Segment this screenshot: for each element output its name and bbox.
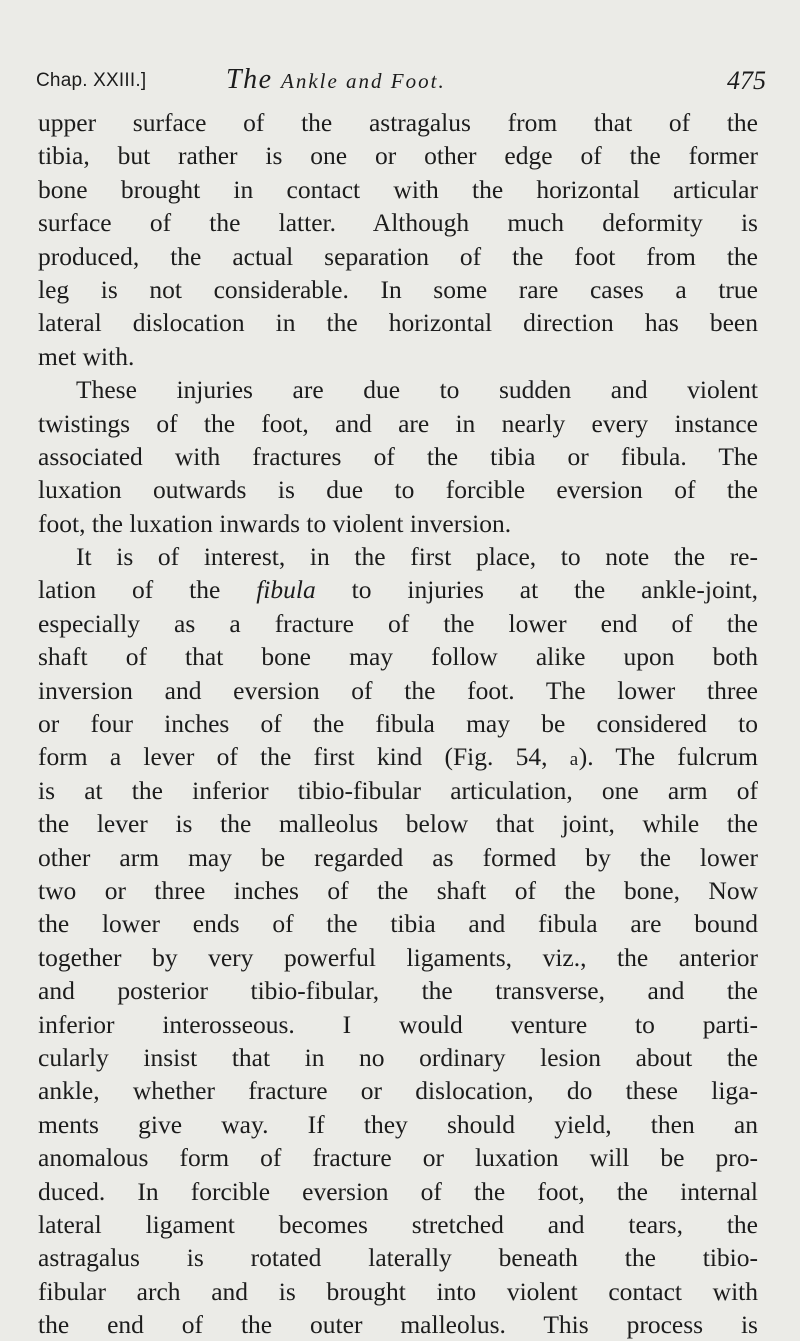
text-line: lateral ligament becomes stretched and tears, the — [38, 1209, 758, 1239]
text-line: produced, the actual separation of the foot from the — [38, 241, 758, 271]
text-line: foot, the luxation inwards to violent inversion. — [38, 508, 512, 538]
text-line: met with. — [38, 341, 135, 371]
page-number: 475 — [727, 66, 766, 95]
text-line: inferior interosseous. I would venture to parti- — [38, 1009, 758, 1039]
body-text — [38, 106, 758, 1341]
text-line: inversion and eversion of the foot. The lower three — [38, 675, 758, 705]
text-line: associated with fractures of the tibia or fibula. The — [38, 441, 758, 471]
text-line: the lever is the malleolus below that joint, while the — [38, 809, 758, 839]
text-line: the end of the outer malleolus. This process is — [38, 1310, 758, 1340]
text-line: together by very powerful ligaments, viz., the anterior — [38, 942, 758, 972]
text-line: bone brought in contact with the horizontal articular — [38, 174, 758, 204]
running-header — [36, 60, 776, 100]
text-line: or four inches of the fibula may be considered to — [38, 709, 758, 739]
text-line: duced. In forcible eversion of the foot, the internal — [38, 1176, 758, 1206]
text-line: tibia, but rather is one or other edge of the former — [38, 141, 758, 171]
chapter-reference: Chap. XXIII.] — [36, 70, 147, 91]
running-title — [226, 64, 446, 96]
text-line: two or three inches of the shaft of the bone, Now — [38, 875, 758, 905]
text-line: ments give way. If they should yield, then an — [38, 1109, 758, 1139]
text-line: upper surface of the astragalus from that of the — [38, 108, 758, 137]
text-line: astragalus is rotated laterally beneath the tibio- — [38, 1243, 758, 1273]
text-line: shaft of that bone may follow alike upon both — [38, 642, 758, 672]
text-line: lateral dislocation in the horizontal direction has been — [38, 308, 758, 338]
text-line: leg is not considerable. In some rare cases a true — [38, 274, 758, 304]
text-line: anomalous form of fracture or luxation will be pro- — [38, 1143, 758, 1173]
text-line: twistings of the foot, and are in nearly every instance — [38, 408, 758, 438]
text-segment: ). The fulcrum — [578, 742, 758, 772]
running-title-the: The — [226, 64, 273, 95]
text-line: and posterior tibio-fibular, the transverse, and the — [38, 976, 758, 1006]
text-line — [38, 573, 758, 606]
text-line: is at the inferior tibio-fibular articulation, one arm of — [38, 775, 758, 805]
text-segment: form a lever of the first kind (Fig. 54, — [38, 742, 570, 772]
text-line: other arm may be regarded as formed by the lower — [38, 842, 758, 872]
text-line: luxation outwards is due to forcible eversion of the — [38, 475, 758, 505]
text-line — [38, 740, 758, 773]
text-line: ankle, whether fracture or dislocation, do these liga- — [38, 1076, 758, 1106]
text-line: the lower ends of the tibia and fibula are bound — [38, 909, 758, 939]
text-line: fibular arch and is brought into violent contact with — [38, 1276, 758, 1306]
paragraph-start-line: These injuries are due to sudden and violent — [76, 375, 758, 405]
text-line: cularly insist that in no ordinary lesion about the — [38, 1042, 758, 1072]
paragraph-start-line: It is of interest, in the first place, to note the re- — [76, 542, 758, 572]
figure-label: a — [569, 749, 579, 771]
text-segment: lation of the — [38, 575, 257, 605]
running-title-subject: Ankle and Foot. — [281, 69, 446, 93]
italic-term-fibula: fibula — [256, 575, 316, 605]
text-line: especially as a fracture of the lower end of the — [38, 608, 758, 638]
text-line: surface of the latter. Although much deformity is — [38, 208, 758, 238]
text-segment: to injuries at the ankle-joint, — [315, 575, 758, 605]
